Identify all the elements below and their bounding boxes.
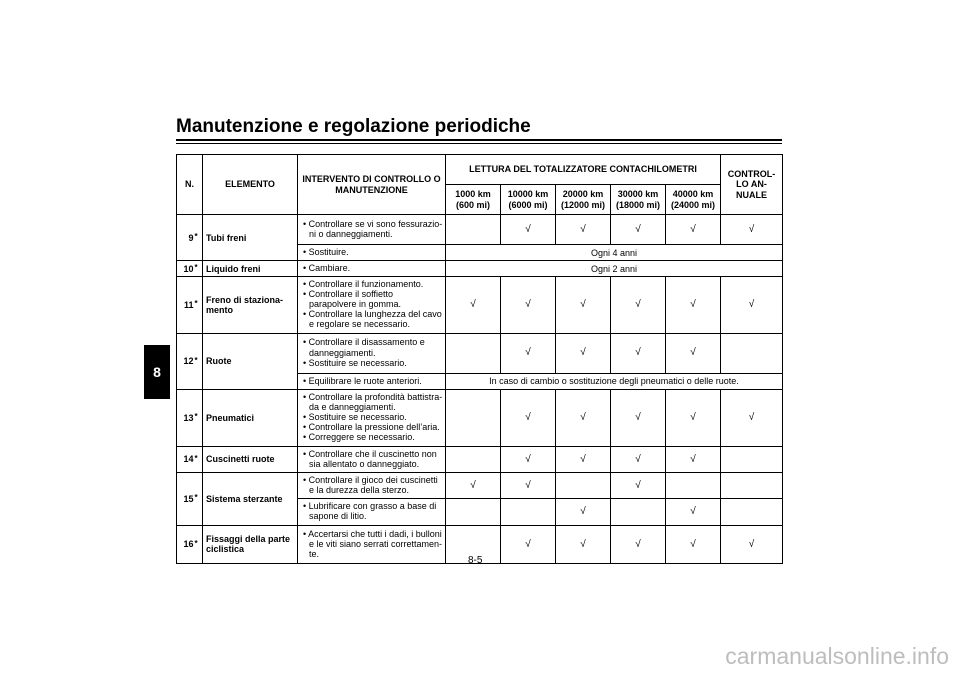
maintenance-action — [298, 498, 446, 525]
check-mark: √ — [556, 498, 611, 525]
table-row — [177, 261, 783, 277]
action-bullet: • Cambiare. — [303, 263, 351, 274]
action-bullet: • Controllare il disassamento e danneggiamenti. — [303, 337, 425, 358]
item-name: Sistema sterzante — [203, 472, 298, 525]
interval-note: In caso di cambio o sostituzione degli pneumatici o delle ruote. — [446, 373, 783, 389]
title-rule-thin — [176, 143, 782, 144]
maintenance-action — [298, 525, 446, 563]
header-distance: 20000 km (12000 mi) — [556, 185, 611, 215]
check-mark: √ — [611, 525, 666, 563]
check-mark: √ — [666, 277, 721, 333]
dealer-service-mark: * — [195, 261, 203, 277]
item-number: 14 — [177, 446, 195, 472]
empty-cell — [721, 333, 783, 373]
table-row — [177, 215, 783, 245]
interval-note: Ogni 2 anni — [446, 261, 783, 277]
empty-cell — [446, 333, 501, 373]
check-mark: √ — [666, 215, 721, 245]
check-mark: √ — [446, 472, 501, 498]
item-name: Freno di staziona-mento — [203, 277, 298, 333]
action-bullet: • Controllare il soffietto parapolvere in gomma. — [303, 289, 402, 310]
maintenance-action — [298, 215, 446, 245]
empty-cell — [721, 446, 783, 472]
action-bullet: • Controllare la lunghezza del cavo e regolare se necessario. — [303, 309, 442, 330]
empty-cell — [556, 472, 611, 498]
dealer-service-mark: * — [195, 472, 203, 525]
header-no: N. — [177, 155, 203, 215]
check-mark: √ — [501, 333, 556, 373]
action-bullet: • Sostituire. — [303, 247, 349, 257]
check-mark: √ — [611, 277, 666, 333]
action-bullet: • Sostituire se necessario. — [303, 412, 407, 423]
check-mark: √ — [446, 277, 501, 333]
item-number: 13 — [177, 389, 195, 446]
check-mark: √ — [556, 215, 611, 245]
check-mark: √ — [611, 472, 666, 498]
check-mark: √ — [501, 446, 556, 472]
action-bullet: • Controllare la pressione dell’aria. — [303, 422, 440, 433]
action-bullet: • Controllare la profondità battistra-da e danneggiamenti. — [303, 391, 443, 412]
dealer-service-mark: * — [195, 446, 203, 472]
empty-cell — [446, 389, 501, 446]
title-rule — [176, 139, 782, 141]
check-mark: √ — [611, 446, 666, 472]
check-mark: √ — [556, 389, 611, 446]
check-mark: √ — [501, 472, 556, 498]
action-bullet: • Controllare il funzionamento. — [303, 279, 424, 290]
check-mark: √ — [721, 389, 783, 446]
action-bullet: • Equilibrare le ruote anteriori. — [303, 375, 422, 386]
dealer-service-mark: * — [195, 215, 203, 261]
check-mark: √ — [501, 389, 556, 446]
dealer-service-mark: * — [195, 333, 203, 389]
header-distance: 30000 km (18000 mi) — [611, 185, 666, 215]
empty-cell — [446, 215, 501, 245]
action-bullet: • Correggere se necessario. — [303, 432, 415, 443]
action-bullet: • Accertarsi che tutti i dadi, i bulloni e le viti siano serrati correttamen-te. — [303, 528, 443, 559]
item-number: 12 — [177, 333, 195, 389]
empty-cell — [721, 498, 783, 525]
header-action: INTERVENTO DI CONTROLLO O MANUTENZIONE — [298, 155, 446, 215]
check-mark: √ — [556, 525, 611, 563]
check-mark: √ — [556, 446, 611, 472]
empty-cell — [721, 472, 783, 498]
table-row — [177, 389, 783, 446]
item-name: Liquido freni — [203, 261, 298, 277]
action-bullet: • Controllare che il cuscinetto non sia allentato o danneggiato. — [303, 448, 437, 469]
empty-cell — [666, 472, 721, 498]
action-bullet: • Lubrificare con grasso a base di sapone di litio. — [303, 501, 437, 522]
check-mark: √ — [721, 277, 783, 333]
check-mark: √ — [666, 389, 721, 446]
header-distance: 40000 km (24000 mi) — [666, 185, 721, 215]
action-bullet: • Controllare il gioco dei cuscinetti e la durezza della sterzo. — [303, 474, 438, 495]
interval-note: Ogni 4 anni — [446, 245, 783, 261]
chapter-tab: 8 — [144, 345, 170, 399]
check-mark: √ — [666, 498, 721, 525]
header-odometer: LETTURA DEL TOTALIZZATORE CONTACHILOMETRI — [446, 155, 721, 185]
item-name: Fissaggi della parte ciclistica — [203, 525, 298, 563]
check-mark: √ — [501, 215, 556, 245]
maintenance-action — [298, 373, 446, 389]
dealer-service-mark: * — [195, 277, 203, 333]
item-number: 11 — [177, 277, 195, 333]
item-name: Tubi freni — [203, 215, 298, 261]
item-name: Cuscinetti ruote — [203, 446, 298, 472]
check-mark: √ — [721, 215, 783, 245]
check-mark: √ — [666, 525, 721, 563]
check-mark: √ — [721, 525, 783, 563]
watermark: carmanualsonline.info — [725, 643, 949, 669]
maintenance-action — [298, 261, 446, 277]
item-number: 10 — [177, 261, 195, 277]
check-mark: √ — [556, 333, 611, 373]
table-row — [177, 277, 783, 333]
maintenance-action — [298, 389, 446, 446]
page-number: 8-5 — [468, 555, 483, 566]
page-title: Manutenzione e regolazione periodiche — [176, 116, 531, 137]
item-number: 15 — [177, 472, 195, 525]
item-name: Ruote — [203, 333, 298, 389]
item-name: Pneumatici — [203, 389, 298, 446]
empty-cell — [446, 498, 501, 525]
header-distance: 10000 km (6000 mi) — [501, 185, 556, 215]
check-mark: √ — [611, 389, 666, 446]
header-distance: 1000 km (600 mi) — [446, 185, 501, 215]
table-row — [177, 333, 783, 373]
maintenance-action — [298, 245, 446, 261]
item-number: 9 — [177, 215, 195, 261]
header-annual-check: CONTROL-LO AN-NUALE — [721, 155, 783, 215]
action-bullet: • Sostituire se necessario. — [303, 357, 407, 368]
empty-cell — [611, 498, 666, 525]
table-body — [177, 215, 783, 564]
table-row — [177, 446, 783, 472]
check-mark: √ — [501, 277, 556, 333]
empty-cell — [501, 498, 556, 525]
maintenance-action — [298, 446, 446, 472]
maintenance-action — [298, 472, 446, 498]
empty-cell — [446, 446, 501, 472]
check-mark: √ — [611, 215, 666, 245]
check-mark: √ — [611, 333, 666, 373]
header-item: ELEMENTO — [203, 155, 298, 215]
dealer-service-mark: * — [195, 389, 203, 446]
action-bullet: • Controllare se vi sono fessurazio-ni o danneggiamenti. — [303, 218, 443, 239]
maintenance-table — [176, 154, 783, 564]
maintenance-action — [298, 277, 446, 333]
maintenance-action — [298, 333, 446, 373]
check-mark: √ — [556, 277, 611, 333]
dealer-service-mark: * — [195, 525, 203, 563]
item-number: 16 — [177, 525, 195, 563]
table-row — [177, 472, 783, 498]
check-mark: √ — [666, 446, 721, 472]
check-mark: √ — [666, 333, 721, 373]
check-mark: √ — [501, 525, 556, 563]
